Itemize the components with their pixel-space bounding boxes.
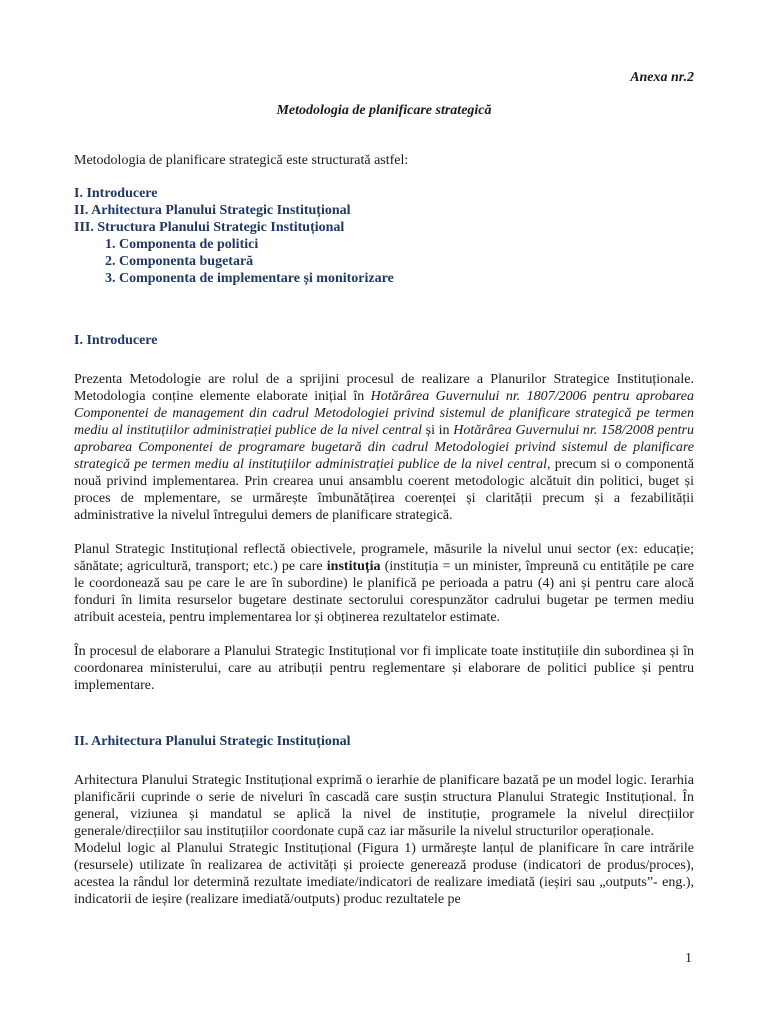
section-heading-arhitectura: II. Arhitectura Planului Strategic Instituțional xyxy=(74,734,351,749)
section-heading-introducere: I. Introducere xyxy=(74,333,158,348)
intro-line: Metodologia de planificare strategică este structurată astfel: xyxy=(74,153,409,168)
paragraph-arhitectura-2: Modelul logic al Planului Strategic Instituțional (Figura 1) urmărește lanțul de planificare în care intrările (resursele) utilizate în realizarea de activități și proiecte generează produse (indicatori de produs/proces), acestea la rândul lor determină rezultate imediate/indicatori de realizare imediată (ieșiri sau „outputs”- eng.), indicatorii de ieșire (realizare imediată/outputs) produc rezultatele pe xyxy=(74,841,694,907)
paragraph-introducere-3: În procesul de elaborare a Planului Strategic Instituțional vor fi implicate toate instituțiile din subordinea și în coordonarea ministerului, care au atribuții pentru reglementare și elaborare de politici publice și pentru implementare. xyxy=(74,644,694,693)
toc-subitem-implementare: 3. Componenta de implementare și monitorizare xyxy=(119,270,694,287)
toc-subitem-politici: 1. Componenta de politici xyxy=(119,236,694,253)
document-title: Metodologia de planificare strategică xyxy=(276,103,492,118)
italic-citation: Hotărârea Guvernului nr. 158/2008 pentru aprobarea Componentei de programare bugetară din cadrul Metodologiei privind sistemul de planificare strategică pe termen mediu al instituțiilor administrației publice de la nivel central xyxy=(74,423,694,472)
toc-item-introducere: I. Introducere xyxy=(74,186,158,201)
text-run: , precum si o componentă nouă privind implementarea. Prin crearea unui ansamblu coerent metodologic alcătuit din politici, buget și proces de mplementare, se urmărește îmbunătățirea coerenței și clarității precum și a fezabilității administrative la nivelul întregului demers de planificare strategică. xyxy=(74,457,694,523)
page-number: 1 xyxy=(685,951,692,966)
text-run: Planul Strategic Instituțional reflectă obiectivele, programele, măsurile la nivelul unui sector (ex: educație; sănătate; agricultură, transport; etc.) pe care xyxy=(74,542,694,574)
paragraph-introducere-2 xyxy=(74,541,694,626)
text-run: și in xyxy=(422,423,454,438)
toc-item-arhitectura: II. Arhitectura Planului Strategic Instituțional xyxy=(74,203,351,218)
toc-subitem-bugetara: 2. Componenta bugetară xyxy=(119,253,694,270)
text-run: (instituția = un minister, împreună cu entitățile pe care le coordonează sau pe care le are în subordine) le planifică pe perioada a patru (4) ani și pentru care alocă fonduri în limita resurselor bugetare destinate sectorului corespunzător cadrului bugetar pe termen mediu atribuit acesteia, pentru implementarea lor și obținerea rezultatelor estimate. xyxy=(74,559,694,625)
paragraph-introducere-1 xyxy=(74,371,694,524)
toc-item-structura: III. Structura Planului Strategic Instituțional xyxy=(74,220,345,235)
document-body xyxy=(74,152,694,908)
toc-sublist xyxy=(74,236,694,287)
annex-label: Anexa nr.2 xyxy=(630,70,694,85)
table-of-contents xyxy=(74,185,694,287)
paragraph-arhitectura-1: Arhitectura Planului Strategic Instituțional exprimă o ierarhie de planificare bazată pe un model logic. Ierarhia planificării cuprinde o serie de niveluri în cascadă care susțin structura Planului Strategic Instituțional. În general, viziunea și mandatul se aplică la nivel de instituție, programele la nivelul direcțiilor generale/direcțiilor sau instituțiilor coordonate cupă caz iar măsurile la nivelul structurilor operaționale. xyxy=(74,773,694,839)
bold-term: instituția xyxy=(326,559,381,574)
text-run: Prezenta Metodologie are rolul de a sprijini procesul de realizare a Planurilor Strategice Instituționale. Metodologia conține elemente elaborate inițial în xyxy=(74,372,694,404)
italic-citation: Hotărârea Guvernului nr. 1807/2006 pentru aprobarea Componentei de management din cadrul Metodologiei privind sistemul de planificare strategică pe termen mediu al instituțiilor administrației publice de la nivel central xyxy=(74,389,695,438)
